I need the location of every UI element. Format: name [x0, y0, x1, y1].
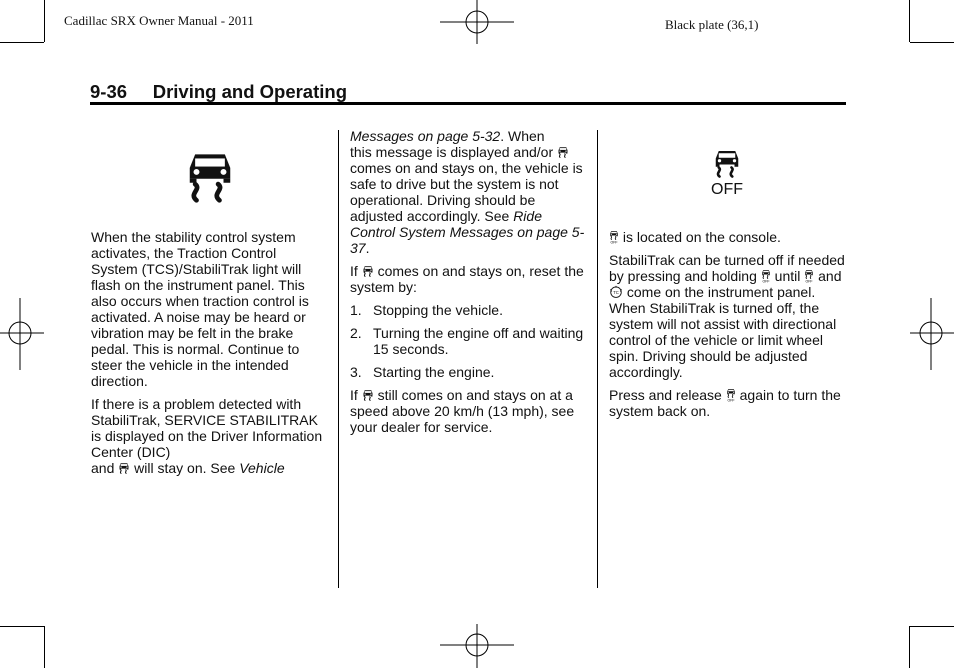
stabilitrak-skid-car-icon: [712, 148, 742, 178]
stabilitrak-icon: [362, 264, 374, 278]
paragraph: [609, 387, 847, 419]
paragraph: [350, 263, 590, 295]
paragraph: [350, 128, 590, 256]
paragraph-text: Press and release: [609, 387, 722, 403]
section-title: Driving and Operating: [152, 81, 348, 102]
stabilitrak-skid-car-icon: [183, 148, 237, 204]
section-heading: [90, 81, 347, 103]
stabilitrak-off-icon: [804, 269, 814, 283]
stabilitrak-off-icon: [609, 230, 619, 244]
paragraph: [609, 252, 847, 380]
stabilitrak-icon: [118, 461, 130, 475]
cross-reference-link[interactable]: Vehicle: [239, 460, 285, 476]
column-divider-2: [597, 130, 598, 588]
paragraph-text: .: [365, 240, 370, 256]
heading-rule: [90, 102, 846, 105]
list-item: [350, 364, 590, 380]
stabilitrak-off-icon: [761, 269, 771, 283]
stabilitrak-icon: [557, 145, 569, 159]
paragraph-text: still comes on and stays on at a speed above 20 km/h (13 mph), see your dealer for service.: [350, 387, 575, 435]
registration-mark-bottom: [440, 624, 516, 668]
paragraph: [350, 387, 590, 435]
paragraph: [609, 229, 847, 245]
svg-text:OFF: OFF: [805, 279, 813, 283]
paragraph-text: again to turn the system back on.: [609, 387, 841, 419]
paragraph-text: is located on the console.: [622, 229, 781, 245]
stabilitrak-icon: [362, 388, 374, 402]
svg-text:OFF: OFF: [727, 398, 735, 402]
traction-control-icon: [609, 284, 623, 299]
paragraph-text: this message is displayed and/or: [350, 144, 554, 160]
step-number: 2.: [350, 325, 362, 341]
column-2: [350, 128, 590, 442]
list-item: [350, 325, 590, 357]
step-text: Stopping the vehicle.: [373, 302, 503, 318]
paragraph-text: comes on and stays on, reset the system by:: [350, 263, 584, 295]
paragraph-text: will stay on. See: [134, 460, 236, 476]
paragraph-text: come on the instrument panel. When StabiliTrak is turned off, the system will not assist with directional control of the vehicle or limit wheel spin. Driving should be adjusted accordingly.: [609, 284, 837, 380]
off-label: OFF: [711, 181, 743, 198]
svg-text:OFF: OFF: [610, 240, 618, 244]
cross-reference-link[interactable]: Ride Control System Messages on page 5-37: [350, 208, 585, 256]
paragraph-text: until: [774, 268, 801, 284]
column-1: [91, 229, 326, 483]
header-left: Cadillac SRX Owner Manual - 2011: [64, 13, 254, 28]
registration-mark-right: [910, 298, 954, 370]
paragraph-text: If there is a problem detected with StabiliTrak, SERVICE STABILITRAK is displayed on the Driver Information Center (DIC): [91, 396, 323, 460]
column-divider-1: [338, 130, 339, 588]
paragraph-text: . When: [500, 128, 545, 144]
header-right: Black plate (36,1): [665, 17, 759, 32]
step-text: Turning the engine off and waiting 15 seconds.: [373, 325, 584, 357]
numbered-steps: [350, 302, 590, 380]
stabilitrak-off-icon: [726, 388, 736, 402]
column-3: [609, 229, 847, 426]
svg-text:OFF: OFF: [762, 279, 770, 283]
stabilitrak-off-indicator: [707, 148, 747, 198]
list-item: [350, 302, 590, 318]
paragraph: When the stability control system activates, the Traction Control System (TCS)/StabiliTrak light will flash on the instrument panel. This also occurs when traction control is activated. A noise may be heard or vibration may be felt in the brake pedal. This is normal. Continue to steer the vehicle in the intended direction.: [91, 229, 309, 389]
paragraph-text: If: [350, 263, 358, 279]
paragraph: [91, 396, 326, 476]
cross-reference-link[interactable]: Messages on page 5-32: [350, 128, 501, 144]
paragraph-text: comes on and stays on, the vehicle is safe to drive but the system is not operational. Driving should be adjusted accordingly. See: [350, 160, 583, 224]
registration-mark-top: [440, 0, 516, 46]
step-number: 3.: [350, 364, 362, 380]
paragraph-text: and: [818, 268, 842, 284]
page-number: 9-36: [90, 81, 128, 102]
paragraph-text: If: [350, 387, 358, 403]
registration-mark-left: [0, 298, 44, 370]
paragraph-text: StabiliTrak can be turned off if needed by pressing and holding: [609, 252, 845, 284]
step-number: 1.: [350, 302, 362, 318]
paragraph-text: and: [91, 460, 115, 476]
step-text: Starting the engine.: [373, 364, 495, 380]
